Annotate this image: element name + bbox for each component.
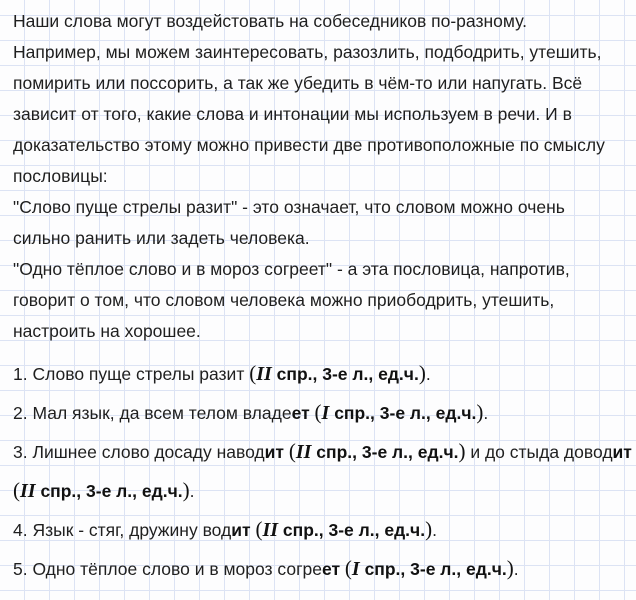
text: 2. Мал язык, да всем телом владе <box>13 403 292 423</box>
intro-line: Например, мы можем заинтересовать, разозлить, подбодрить, утешить, <box>13 42 602 62</box>
conjugation-roman-numeral: II <box>262 519 279 541</box>
text: . <box>189 481 195 501</box>
text: ( <box>249 361 257 385</box>
text: . <box>432 520 437 540</box>
proverb-explanation-line: "Одно тёплое слово и в мороз согреет" - а эта пословица, напротив, <box>13 259 570 279</box>
text: ( <box>344 556 352 580</box>
conjugation-roman-numeral: I <box>321 402 330 424</box>
bold-text: ит <box>231 520 251 540</box>
intro-line: Наши слова могут воздейстовать на собеседников по-разному. <box>13 11 527 31</box>
bold-text: спр., 3-е л., ед.ч. <box>35 481 183 501</box>
text: 1. Слово пуще стрелы разит <box>13 364 250 384</box>
proverb-item-2 <box>13 393 628 432</box>
proverb-item-line <box>13 471 628 510</box>
intro-line: помирить или поссорить, а так же убедить в чём-то или напугать. Всё <box>13 73 583 93</box>
text: ) <box>182 478 190 502</box>
bold-text: спр., 3-е л., ед.ч. <box>329 403 477 423</box>
text: ( <box>288 439 296 463</box>
proverbs-explanation <box>13 192 628 347</box>
intro-line: пословицы: <box>13 166 108 186</box>
proverb-explanation-line: говорит о том, что словом человека можно приободрить, утешить, <box>13 290 555 310</box>
conjugation-roman-numeral: II <box>295 441 312 463</box>
document-content <box>13 6 632 588</box>
bold-text: спр., 3-е л., ед.ч. <box>278 520 426 540</box>
proverb-item-line <box>13 549 628 588</box>
text: ) <box>418 361 426 385</box>
text: ) <box>476 400 484 424</box>
bold-text: спр., 3-е л., ед.ч. <box>271 364 419 384</box>
text: ( <box>314 400 322 424</box>
intro-line: зависит от того, какие слова и интонации мы используем в речи. И в <box>13 104 572 124</box>
text: 4. Язык - стяг, дружину вод <box>13 520 232 540</box>
proverb-item-line <box>13 393 628 432</box>
conjugation-roman-numeral: I <box>351 558 360 580</box>
proverb-item-5 <box>13 549 628 588</box>
bold-text: ет <box>291 403 310 423</box>
bold-text: ит <box>612 442 632 462</box>
text: ) <box>458 439 466 463</box>
proverb-item-line <box>13 432 632 471</box>
text: 3. Лишнее слово досаду навод <box>13 442 265 462</box>
proverb-explanation-line: "Слово пуще стрелы разит" - это означает, что словом можно очень <box>13 197 565 217</box>
text: ) <box>506 556 514 580</box>
text: ( <box>13 478 20 502</box>
proverb-item-4 <box>13 510 628 549</box>
proverb-item-line <box>13 510 628 549</box>
bold-text: ет <box>321 559 341 579</box>
text: 5. Одно тёплое слово и в мороз согре <box>13 559 322 579</box>
text: . <box>425 364 431 384</box>
proverb-item-1 <box>13 354 628 393</box>
proverb-explanation-line: настроить на хорошее. <box>13 321 201 341</box>
proverb-item-3 <box>13 432 632 510</box>
text: . <box>513 559 519 579</box>
text: и до стыда довод <box>465 442 613 462</box>
intro-line: доказательство этому можно привести две противоположные по смыслу <box>13 135 605 155</box>
text: ( <box>255 517 263 541</box>
bold-text: спр., 3-е л., ед.ч. <box>311 442 459 462</box>
text: . <box>483 403 489 423</box>
proverb-item-line <box>13 354 628 393</box>
proverbs-numbered-list <box>13 354 632 588</box>
text: ) <box>425 517 433 541</box>
proverb-explanation-line: сильно ранить или задеть человека. <box>13 228 310 248</box>
conjugation-roman-numeral: II <box>256 363 272 385</box>
conjugation-roman-numeral: II <box>20 480 36 502</box>
bold-text: ит <box>264 442 284 462</box>
intro-paragraph <box>13 6 628 192</box>
bold-text: спр., 3-е л., ед.ч. <box>359 559 507 579</box>
